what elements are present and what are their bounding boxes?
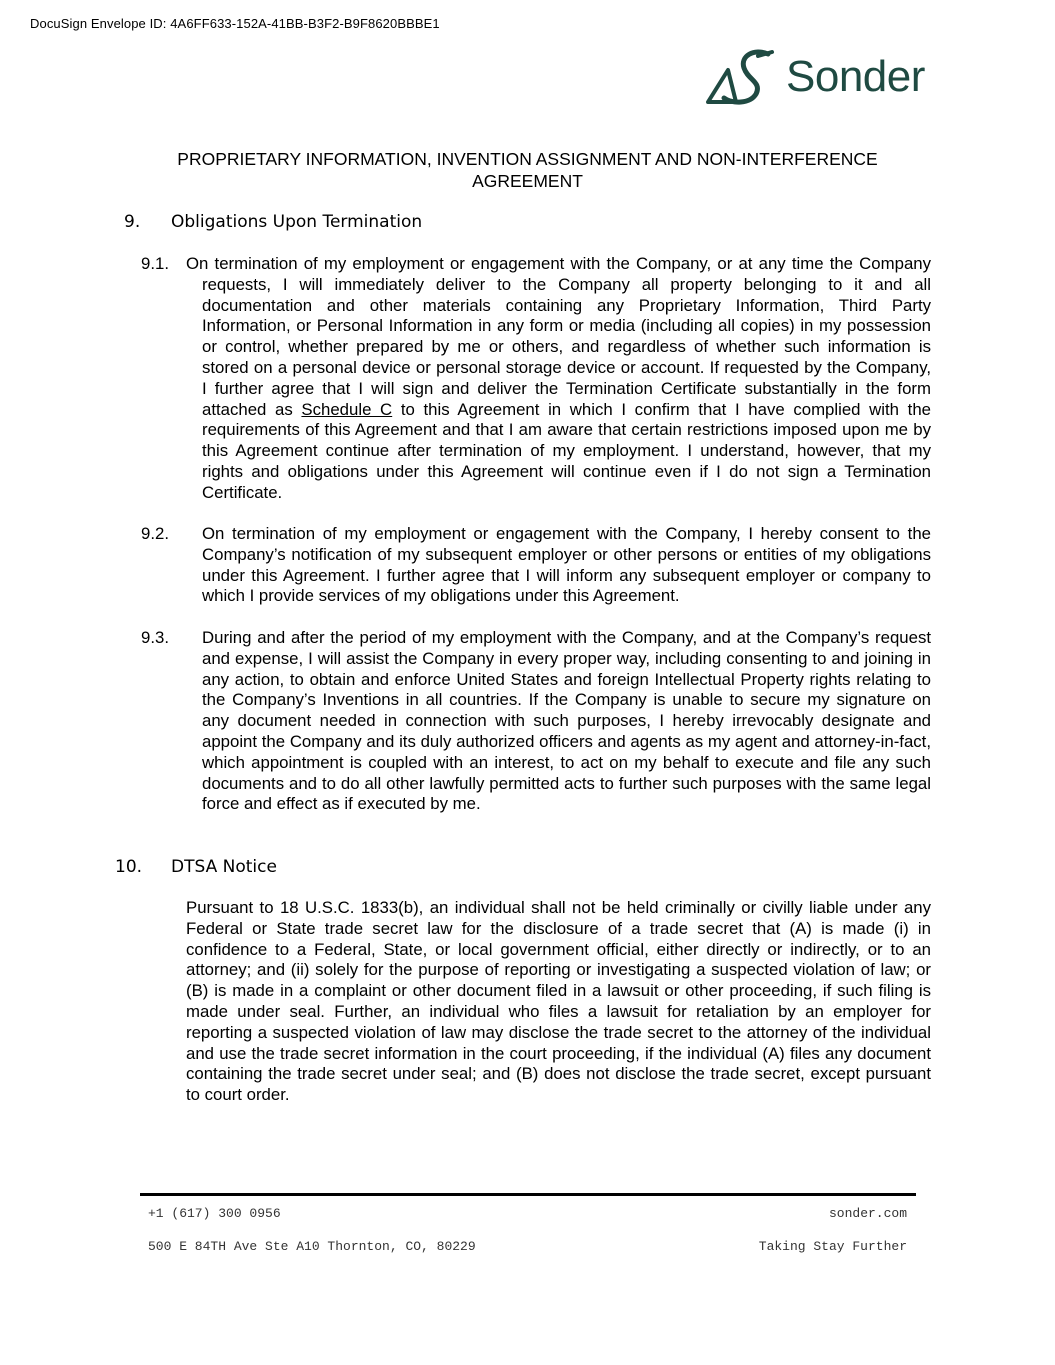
- clause-9-1-number: 9.1.: [141, 254, 169, 273]
- clause-9-2-text: On termination of my employment or engagement with the Company, I hereby consent to the Company’s notification of my subsequent employer or other persons or entities of my obligations under this Agreement. I further agree that I will inform any subsequent employer or company to which I provide services of my obligations under this Agreement.: [202, 524, 931, 606]
- footer-divider: [140, 1193, 916, 1196]
- section-9-heading: Obligations Upon Termination: [171, 212, 423, 232]
- clause-9-3-text: During and after the period of my employment with the Company, and at the Company’s request and expense, I will assist the Company in every proper way, including consenting to and joining in any action, to obtain and enforce United States and foreign Intellectual Property rights relating to the Company’s Inventions in all countries. If the Company is unable to secure my signature on any document needed in connection with such purposes, I hereby irrevocably designate and appoint the Company and its duly authorized officers and agents as my agent and attorney-in-fact, which appointment is coupled with an interest, to act on my behalf to execute and file any such documents and to do all other lawfully permitted acts to further such purposes with the same legal force and effect as if executed by me.: [202, 628, 931, 814]
- section-9-number: 9.: [124, 212, 141, 232]
- clause-9-1-before: On termination of my employment or engagement with the Company, or at any time the Company requests, I will immediately deliver to the Company all property belonging to it and all documentation and other materials containing any Proprietary Information, Third Party Information, or Personal Information in any form or media (including all copies) in my possession or control, whether prepared by me or others, and regardless of whether such information is stored on a personal device or personal storage device or account. If requested by the Company, I further agree that I will sign and deliver the Termination Certificate substantially in the form attached as: [186, 254, 931, 419]
- docusign-envelope-id: DocuSign Envelope ID: 4A6FF633-152A-41BB-B3F2-B9F8620BBBE1: [30, 16, 440, 31]
- clause-9-2-number: 9.2.: [141, 524, 169, 543]
- section-10-heading: DTSA Notice: [171, 857, 277, 877]
- dtsa-notice-text: Pursuant to 18 U.S.C. 1833(b), an individual shall not be held criminally or civilly liable under any Federal or State trade secret law for the disclosure of a trade secret that (A) is made (i) in confidence to a Federal, State, or local government official, either directly or indirectly, or to an attorney; and (ii) solely for the purpose of reporting or investigating a suspected violation of law; or (B) is made in a complaint or other document filed in a lawsuit or other proceeding, if such filing is made under seal. Further, an individual who files a lawsuit for retaliation by an employer for reporting a suspected violation of law may disclose the trade secret to the attorney of the individual and use the trade secret information in the court proceeding, if the individual (A) files any document containing the trade secret under seal; and (B) does not disclose the trade secret, except pursuant to court order.: [186, 898, 931, 1105]
- sonder-bird-icon: [706, 48, 776, 106]
- footer-website: sonder.com: [828, 1206, 907, 1221]
- brand-name: Sonder: [786, 52, 925, 101]
- section-10-number: 10.: [115, 857, 143, 877]
- document-title: PROPRIETARY INFORMATION, INVENTION ASSIGNMENT AND NON-INTERFERENCE AGREEMENT: [177, 149, 878, 191]
- footer-phone: +1 (617) 300 0956: [148, 1206, 281, 1221]
- clause-9-1-after: to this Agreement in which I confirm that I have complied with the requirements of this Agreement and that I am aware that certain restrictions imposed upon me by this Agreement continue after termination of my employment. I understand, however, that my rights and obligations under this Agreement will continue even if I do not sign a Termination Certificate.: [202, 399, 931, 502]
- schedule-c-reference: Schedule C: [301, 399, 393, 419]
- sonder-logo: [706, 48, 936, 106]
- footer-address: 500 E 84TH Ave Ste A10 Thornton, CO, 80229: [148, 1239, 476, 1254]
- clause-9-3-number: 9.3.: [141, 628, 169, 647]
- footer-tagline: Taking Stay Further: [758, 1239, 907, 1254]
- clause-9-1-text: [186, 254, 931, 504]
